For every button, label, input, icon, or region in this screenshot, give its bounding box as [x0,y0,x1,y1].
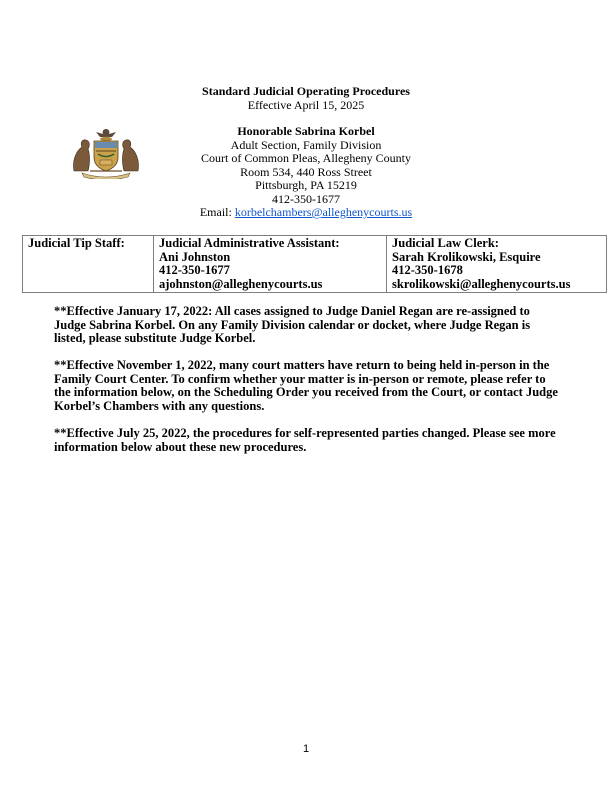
table-row [23,236,607,293]
notices [54,305,564,468]
notice-paragraph: **Effective July 25, 2022, the procedures for self-represented parties changed. Please see more information below about these new procedures. [54,426,556,454]
email-line [0,206,612,220]
notice-paragraph: **Effective November 1, 2022, many court matters have return to being held in-person in the Family Court Center. To confirm whether your matter is in-person or remote, please refer to the information below, on the Scheduling Order you received from the Court, or contact Judge Korbel’s Chambers with any questions. [54,358,558,414]
chambers-email-link[interactable]: korbelchambers@alleghenycourts.us [234,205,413,219]
chambers-phone: 412-350-1677 [272,191,340,206]
page-number: 1 [302,743,310,755]
court-name: Court of Common Pleas, Allegheny County [201,151,411,165]
effective-date: Effective April 15, 2025 [247,97,365,112]
clerk-title: Judicial Law Clerk: [392,236,499,250]
clerk-email: skrolikowski@alleghenycourts.us [392,276,571,291]
document-title: Standard Judicial Operating Procedures [202,84,410,98]
judge-name: Honorable Sabrina Korbel [237,124,375,138]
notice-paragraph: **Effective January 17, 2022: All cases assigned to Judge Daniel Regan are re-assigned to Judge Sabrina Korbel. On any Family Division calendar or docket, where Judge Regan is listed, please substitute Judge Korbel. [54,304,531,346]
staff-table [22,235,607,293]
clerk-name: Sarah Krolikowski, Esquire [392,249,541,264]
clerk-phone: 412-350-1678 [392,263,463,277]
document-header [0,85,612,220]
court-section: Adult Section, Family Division [230,137,382,152]
assistant-title: Judicial Administrative Assistant: [159,236,340,250]
assistant-phone: 412-350-1677 [159,263,230,277]
court-city: Pittsburgh, PA 15219 [255,178,357,192]
staff-cell-clerk [387,236,607,293]
assistant-email: ajohnston@alleghenycourts.us [159,276,323,291]
email-label: Email: [199,205,235,219]
assistant-name: Ani Johnston [159,249,231,264]
staff-label: Judicial Tip Staff: [28,236,125,250]
staff-cell-assistant [154,236,387,293]
staff-cell-title [23,236,154,293]
court-room: Room 534, 440 Ross Street [240,164,372,179]
